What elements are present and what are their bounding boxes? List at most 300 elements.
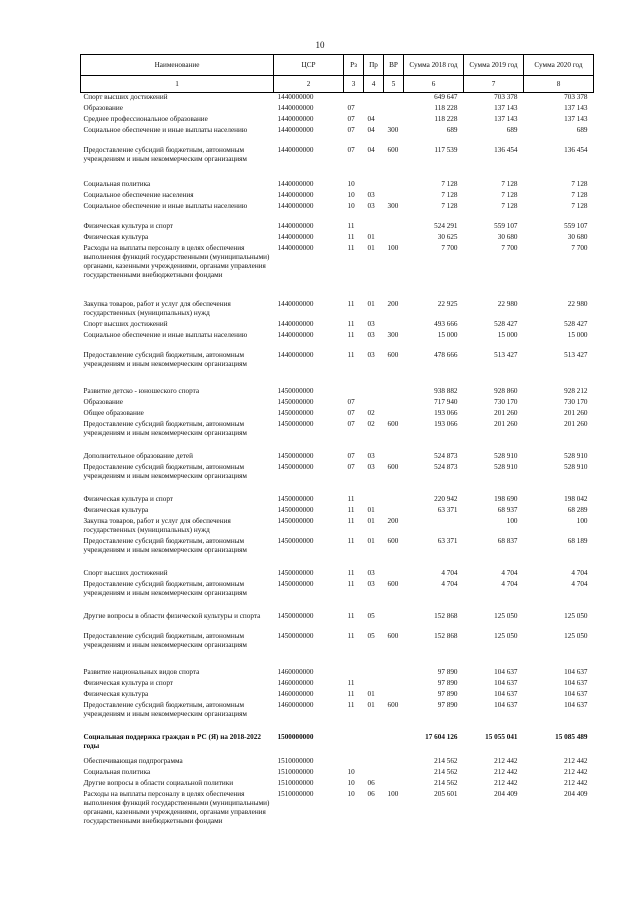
cell-sum-2019: 7 128: [501, 179, 518, 188]
table-row: [81, 632, 594, 668]
cell-sum-2020: 7 128: [571, 201, 588, 210]
table-row: [81, 180, 594, 191]
cell-rz: 11: [347, 330, 355, 339]
table-row: [81, 93, 594, 104]
cell-sum-2019: 30 680: [497, 232, 518, 241]
table-row: [81, 668, 594, 679]
cell-sum-2019: 104 637: [494, 700, 518, 709]
cell-name: Спорт высших достижений: [83, 568, 168, 577]
cell-csr: 1450000000: [277, 568, 314, 577]
cell-sum-2019: 68 837: [497, 536, 518, 545]
cell-rz: 07: [347, 451, 355, 460]
column-number-row: [81, 76, 594, 93]
cell-vr: [384, 506, 404, 517]
cell-sum-2018: 938 882: [434, 386, 458, 395]
cell-sum-2019: 212 442: [494, 756, 518, 765]
cell-csr: 1450000000: [277, 516, 314, 525]
cell-sum-2018: 524 873: [434, 451, 458, 460]
cell-csr: 1450000000: [277, 386, 314, 395]
cell-vr: [384, 409, 404, 420]
table-row: [81, 398, 594, 409]
table-row: [81, 517, 594, 537]
cell-pr: 03: [367, 350, 375, 359]
cell-pr: 01: [367, 505, 375, 514]
table-row: [81, 320, 594, 331]
cell-rz: 11: [347, 568, 355, 577]
cell-name: Социальное обеспечение и иные выплаты населению: [83, 330, 248, 339]
cell-sum-2018: 193 066: [434, 408, 458, 417]
cell-vr: 300: [387, 330, 399, 339]
table-row: [81, 768, 594, 779]
cell-csr: 1440000000: [277, 232, 314, 241]
cell-sum-2018: 15 000: [437, 330, 458, 339]
cell-sum-2020: 136 454: [564, 145, 588, 154]
cell-vr: 600: [387, 462, 399, 471]
cell-csr: 1440000000: [277, 114, 314, 123]
cell-rz: 11: [347, 579, 355, 588]
cell-rz: 10: [347, 201, 355, 210]
column-number-csr: 2: [274, 76, 344, 93]
cell-csr: 1440000000: [277, 125, 314, 134]
column-number-sum-2020: 8: [524, 76, 594, 93]
header-csr: ЦСР: [274, 55, 344, 76]
cell-sum-2020: 125 050: [564, 611, 588, 620]
cell-sum-2020: 68 189: [567, 536, 588, 545]
cell-name: Развитие национальных видов спорта: [83, 667, 200, 676]
cell-pr: [364, 679, 384, 690]
cell-rz: 11: [347, 689, 355, 698]
cell-sum-2018: 205 601: [434, 789, 458, 798]
table-row: [81, 569, 594, 580]
cell-sum-2019: 137 143: [494, 103, 518, 112]
column-number-sum-2018: 6: [404, 76, 464, 93]
cell-name: Социальная политика: [83, 767, 151, 776]
cell-name: Спорт высших достижений: [83, 93, 168, 101]
cell-pr: 04: [367, 114, 375, 123]
cell-sum-2018: 63 371: [437, 505, 458, 514]
cell-name: Другие вопросы в области социальной политики: [83, 778, 234, 787]
cell-rz: 11: [347, 319, 355, 328]
cell-sum-2020: 4 704: [571, 568, 588, 577]
cell-sum-2020: 703 378: [564, 93, 588, 101]
cell-sum-2018: 118 228: [434, 114, 458, 123]
cell-sum-2019: 7 128: [501, 201, 518, 210]
cell-sum-2019: 137 143: [494, 114, 518, 123]
table-row: [81, 387, 594, 398]
cell-rz: 11: [347, 299, 355, 308]
cell-sum-2019: 689: [506, 125, 518, 134]
cell-pr: [364, 222, 384, 233]
cell-rz: 11: [347, 700, 355, 709]
cell-pr: 01: [367, 700, 375, 709]
cell-name: Предоставление субсидий бюджетным, автономным учреждениям и иным некоммерческим организациям: [83, 350, 247, 368]
cell-rz: 10: [347, 190, 355, 199]
cell-name: Социальная поддержка граждан в РС (Я) на 2018-2022 годы: [83, 732, 261, 750]
table-row: [81, 733, 594, 757]
cell-vr: [384, 398, 404, 409]
cell-pr: 03: [367, 462, 375, 471]
cell-sum-2018: 717 940: [434, 397, 458, 406]
cell-rz: 10: [347, 179, 355, 188]
cell-rz: 07: [347, 114, 355, 123]
cell-sum-2020: 212 442: [564, 778, 588, 787]
cell-rz: 11: [347, 243, 355, 252]
table-row: [81, 409, 594, 420]
cell-name: Физическая культура и спорт: [83, 494, 173, 503]
cell-pr: 01: [367, 536, 375, 545]
cell-sum-2020: 7 128: [571, 179, 588, 188]
cell-rz: 11: [347, 678, 355, 687]
cell-sum-2018: 7 128: [441, 179, 458, 188]
table-row: [81, 757, 594, 768]
cell-sum-2020: 201 260: [564, 419, 588, 428]
table-row: [81, 580, 594, 612]
cell-rz: 07: [347, 125, 355, 134]
cell-csr: 1450000000: [277, 631, 314, 640]
cell-vr: [384, 191, 404, 202]
cell-sum-2018: 152 868: [434, 611, 458, 620]
cell-pr: 01: [367, 689, 375, 698]
cell-csr: 1510000000: [277, 789, 314, 798]
cell-sum-2018: 63 371: [437, 536, 458, 545]
cell-csr: 1440000000: [277, 93, 314, 101]
cell-sum-2020: 201 260: [564, 408, 588, 417]
cell-vr: [384, 104, 404, 115]
cell-sum-2020: 7 128: [571, 190, 588, 199]
cell-sum-2019: 4 704: [501, 579, 518, 588]
cell-vr: [384, 320, 404, 331]
cell-rz: 11: [347, 631, 355, 640]
cell-name: Расходы на выплаты персоналу в целях обеспечения выполнения функций государственными (муниципальными) органами, казенными учреждениями, органами управления государственными внебюджетными фондами: [83, 243, 270, 279]
cell-sum-2020: 730 170: [564, 397, 588, 406]
cell-name: Закупка товаров, работ и услуг для обеспечения государственных (муниципальных) нужд: [83, 516, 231, 534]
cell-csr: 1460000000: [277, 689, 314, 698]
cell-sum-2019: 198 690: [494, 494, 518, 503]
table-row: [81, 146, 594, 180]
cell-sum-2020: 212 442: [564, 767, 588, 776]
cell-rz: 10: [347, 767, 355, 776]
cell-rz: [344, 757, 364, 768]
cell-csr: 1510000000: [277, 767, 314, 776]
cell-csr: 1450000000: [277, 408, 314, 417]
cell-name: Предоставление субсидий бюджетным, автономным учреждениям и иным некоммерческим организациям: [83, 419, 247, 437]
cell-name: Дополнительное образование детей: [83, 451, 193, 460]
cell-csr: 1440000000: [277, 190, 314, 199]
table-row: [81, 452, 594, 463]
table-row: [81, 690, 594, 701]
cell-sum-2019: 15 055 041: [485, 732, 518, 741]
table-row: [81, 790, 594, 844]
cell-sum-2019: 125 050: [494, 631, 518, 640]
cell-csr: 1440000000: [277, 145, 314, 154]
cell-vr: [384, 452, 404, 463]
cell-csr: 1450000000: [277, 451, 314, 460]
cell-pr: 02: [367, 419, 375, 428]
cell-sum-2020: 100: [576, 516, 588, 525]
cell-sum-2020: 204 409: [564, 789, 588, 798]
cell-pr: [364, 757, 384, 768]
cell-sum-2019: 4 704: [501, 568, 518, 577]
table-row: [81, 495, 594, 506]
cell-rz: [344, 387, 364, 398]
budget-table-container: [80, 54, 593, 844]
cell-pr: 06: [367, 778, 375, 787]
cell-sum-2019: 104 637: [494, 689, 518, 698]
cell-pr: 03: [367, 579, 375, 588]
cell-vr: 600: [387, 145, 399, 154]
table-row: [81, 701, 594, 733]
column-number-vr: 5: [384, 76, 404, 93]
cell-csr: 1510000000: [277, 778, 314, 787]
cell-csr: 1440000000: [277, 179, 314, 188]
table-row: [81, 104, 594, 115]
table-row: [81, 126, 594, 146]
table-row: [81, 537, 594, 569]
table-row: [81, 300, 594, 320]
table-row: [81, 351, 594, 387]
table-row: [81, 420, 594, 452]
cell-sum-2020: 22 980: [567, 299, 588, 308]
header-sum-2018: Сумма 2018 год: [404, 55, 464, 76]
cell-sum-2019: 68 937: [497, 505, 518, 514]
cell-csr: 1440000000: [277, 221, 314, 230]
cell-vr: 300: [387, 201, 399, 210]
cell-sum-2020: 68 289: [567, 505, 588, 514]
table-body: [81, 93, 594, 844]
cell-sum-2020: 928 212: [564, 386, 588, 395]
cell-sum-2018: 22 925: [437, 299, 458, 308]
budget-table: [80, 54, 594, 844]
cell-sum-2019: 7 700: [501, 243, 518, 252]
table-row: [81, 506, 594, 517]
cell-vr: 600: [387, 579, 399, 588]
cell-csr: 1440000000: [277, 350, 314, 359]
cell-sum-2018: 7 128: [441, 190, 458, 199]
cell-name: Предоставление субсидий бюджетным, автономным учреждениям и иным некоммерческим организациям: [83, 462, 247, 480]
cell-csr: 1460000000: [277, 678, 314, 687]
cell-csr: 1450000000: [277, 462, 314, 471]
cell-pr: 03: [367, 330, 375, 339]
column-number-sum-2019: 7: [464, 76, 524, 93]
header-pr: Пр: [364, 55, 384, 76]
cell-pr: [364, 180, 384, 191]
cell-sum-2018: 214 562: [434, 756, 458, 765]
cell-sum-2018: 193 066: [434, 419, 458, 428]
table-row: [81, 463, 594, 495]
cell-name: Закупка товаров, работ и услуг для обеспечения государственных (муниципальных) нужд: [83, 299, 231, 317]
cell-sum-2018: 30 625: [437, 232, 458, 241]
cell-pr: [364, 104, 384, 115]
cell-vr: [384, 115, 404, 126]
cell-pr: 03: [367, 451, 375, 460]
cell-csr: 1460000000: [277, 700, 314, 709]
cell-sum-2020: 30 680: [567, 232, 588, 241]
column-number-pr: 4: [364, 76, 384, 93]
cell-vr: 600: [387, 350, 399, 359]
cell-sum-2018: 214 562: [434, 778, 458, 787]
cell-sum-2019: 100: [506, 516, 518, 525]
cell-pr: 06: [367, 789, 375, 798]
cell-pr: 02: [367, 408, 375, 417]
cell-pr: [364, 733, 384, 757]
cell-sum-2019: 212 442: [494, 778, 518, 787]
cell-name: Предоставление субсидий бюджетным, автономным учреждениям и иным некоммерческим организациям: [83, 536, 247, 554]
cell-rz: 11: [347, 350, 355, 359]
cell-rz: 11: [347, 516, 355, 525]
cell-csr: 1450000000: [277, 611, 314, 620]
cell-rz: 10: [347, 778, 355, 787]
cell-vr: [384, 733, 404, 757]
cell-sum-2019: 201 260: [494, 408, 518, 417]
cell-pr: [364, 495, 384, 506]
cell-sum-2019: 528 910: [494, 451, 518, 460]
cell-csr: 1500000000: [277, 732, 314, 741]
cell-name: Среднее профессиональное образование: [83, 114, 208, 123]
header-sum-2020: Сумма 2020 год: [524, 55, 594, 76]
cell-sum-2018: 649 647: [434, 93, 458, 101]
cell-sum-2018: 17 604 126: [425, 732, 458, 741]
cell-csr: 1450000000: [277, 419, 314, 428]
cell-pr: 04: [367, 145, 375, 154]
cell-sum-2018: 97 890: [437, 700, 458, 709]
table-row: [81, 202, 594, 222]
cell-sum-2019: 7 128: [501, 190, 518, 199]
cell-sum-2018: 214 562: [434, 767, 458, 776]
column-number-name: 1: [81, 76, 274, 93]
cell-sum-2019: 703 378: [494, 93, 518, 101]
cell-rz: [344, 93, 364, 104]
cell-rz: 10: [347, 789, 355, 798]
cell-rz: 07: [347, 408, 355, 417]
table-row: [81, 779, 594, 790]
cell-pr: 03: [367, 201, 375, 210]
cell-rz: [344, 733, 364, 757]
cell-vr: [384, 233, 404, 244]
cell-vr: [384, 495, 404, 506]
cell-vr: 100: [387, 789, 399, 798]
cell-sum-2019: 204 409: [494, 789, 518, 798]
cell-vr: [384, 679, 404, 690]
cell-sum-2018: 97 890: [437, 667, 458, 676]
cell-rz: 07: [347, 462, 355, 471]
cell-sum-2018: 524 873: [434, 462, 458, 471]
cell-pr: [364, 398, 384, 409]
cell-csr: 1440000000: [277, 103, 314, 112]
cell-vr: [384, 779, 404, 790]
header-name: Наименование: [81, 55, 274, 76]
cell-name: Физическая культура: [83, 689, 149, 698]
cell-sum-2018: 478 666: [434, 350, 458, 359]
table-row: [81, 679, 594, 690]
cell-csr: 1450000000: [277, 494, 314, 503]
cell-vr: [384, 668, 404, 679]
cell-rz: 11: [347, 494, 355, 503]
cell-sum-2020: 104 637: [564, 667, 588, 676]
cell-name: Спорт высших достижений: [83, 319, 168, 328]
cell-vr: [384, 222, 404, 233]
cell-csr: 1440000000: [277, 299, 314, 308]
cell-vr: [384, 612, 404, 632]
cell-rz: 11: [347, 611, 355, 620]
cell-sum-2018: 4 704: [441, 579, 458, 588]
cell-sum-2018: 493 666: [434, 319, 458, 328]
cell-vr: 600: [387, 419, 399, 428]
cell-name: Физическая культура и спорт: [83, 221, 173, 230]
table-row: [81, 233, 594, 244]
table-row: [81, 612, 594, 632]
cell-name: Расходы на выплаты персоналу в целях обеспечения выполнения функций государственными (муниципальными) органами, казенными учреждениями, органами управления государственными внебюджетными фондами: [83, 789, 270, 825]
cell-csr: 1440000000: [277, 243, 314, 252]
cell-sum-2020: 4 704: [571, 579, 588, 588]
cell-rz: 11: [347, 536, 355, 545]
cell-sum-2020: 559 107: [564, 221, 588, 230]
cell-sum-2019: 730 170: [494, 397, 518, 406]
cell-rz: 11: [347, 232, 355, 241]
cell-sum-2020: 125 050: [564, 631, 588, 640]
cell-vr: 300: [387, 125, 399, 134]
cell-sum-2020: 137 143: [564, 103, 588, 112]
cell-sum-2019: 104 637: [494, 667, 518, 676]
cell-rz: 11: [347, 221, 355, 230]
cell-pr: 03: [367, 319, 375, 328]
cell-pr: [364, 93, 384, 104]
table-row: [81, 222, 594, 233]
cell-vr: 200: [387, 516, 399, 525]
cell-pr: 05: [367, 631, 375, 640]
cell-rz: 07: [347, 419, 355, 428]
cell-sum-2020: 212 442: [564, 756, 588, 765]
cell-sum-2018: 118 228: [434, 103, 458, 112]
cell-vr: 600: [387, 536, 399, 545]
cell-vr: [384, 93, 404, 104]
cell-name: Образование: [83, 397, 123, 406]
cell-name: Социальная политика: [83, 179, 151, 188]
cell-csr: 1440000000: [277, 330, 314, 339]
header-row: [81, 55, 594, 76]
cell-csr: 1440000000: [277, 319, 314, 328]
cell-sum-2018: 7 700: [441, 243, 458, 252]
table-row: [81, 115, 594, 126]
cell-rz: 07: [347, 145, 355, 154]
cell-csr: 1510000000: [277, 756, 314, 765]
cell-pr: 03: [367, 190, 375, 199]
cell-sum-2020: 7 700: [571, 243, 588, 252]
cell-name: Социальное обеспечение населения: [83, 190, 194, 199]
cell-pr: 03: [367, 568, 375, 577]
cell-sum-2020: 104 637: [564, 678, 588, 687]
cell-name: Предоставление субсидий бюджетным, автономным учреждениям и иным некоммерческим организациям: [83, 631, 247, 649]
cell-sum-2018: 97 890: [437, 689, 458, 698]
cell-sum-2018: 152 868: [434, 631, 458, 640]
cell-vr: [384, 180, 404, 191]
cell-rz: [344, 668, 364, 679]
cell-sum-2020: 104 637: [564, 700, 588, 709]
page-number: 10: [315, 40, 325, 50]
cell-rz: 11: [347, 505, 355, 514]
cell-csr: 1450000000: [277, 579, 314, 588]
cell-sum-2020: 528 427: [564, 319, 588, 328]
cell-sum-2020: 513 427: [564, 350, 588, 359]
cell-sum-2020: 104 637: [564, 689, 588, 698]
cell-sum-2019: 928 860: [494, 386, 518, 395]
cell-name: Общее образование: [83, 408, 144, 417]
cell-name: Физическая культура: [83, 505, 149, 514]
cell-name: Развитие детско - юношеского спорта: [83, 386, 200, 395]
cell-sum-2018: [404, 517, 464, 537]
table-row: [81, 244, 594, 300]
cell-sum-2019: 212 442: [494, 767, 518, 776]
cell-sum-2020: 528 910: [564, 462, 588, 471]
